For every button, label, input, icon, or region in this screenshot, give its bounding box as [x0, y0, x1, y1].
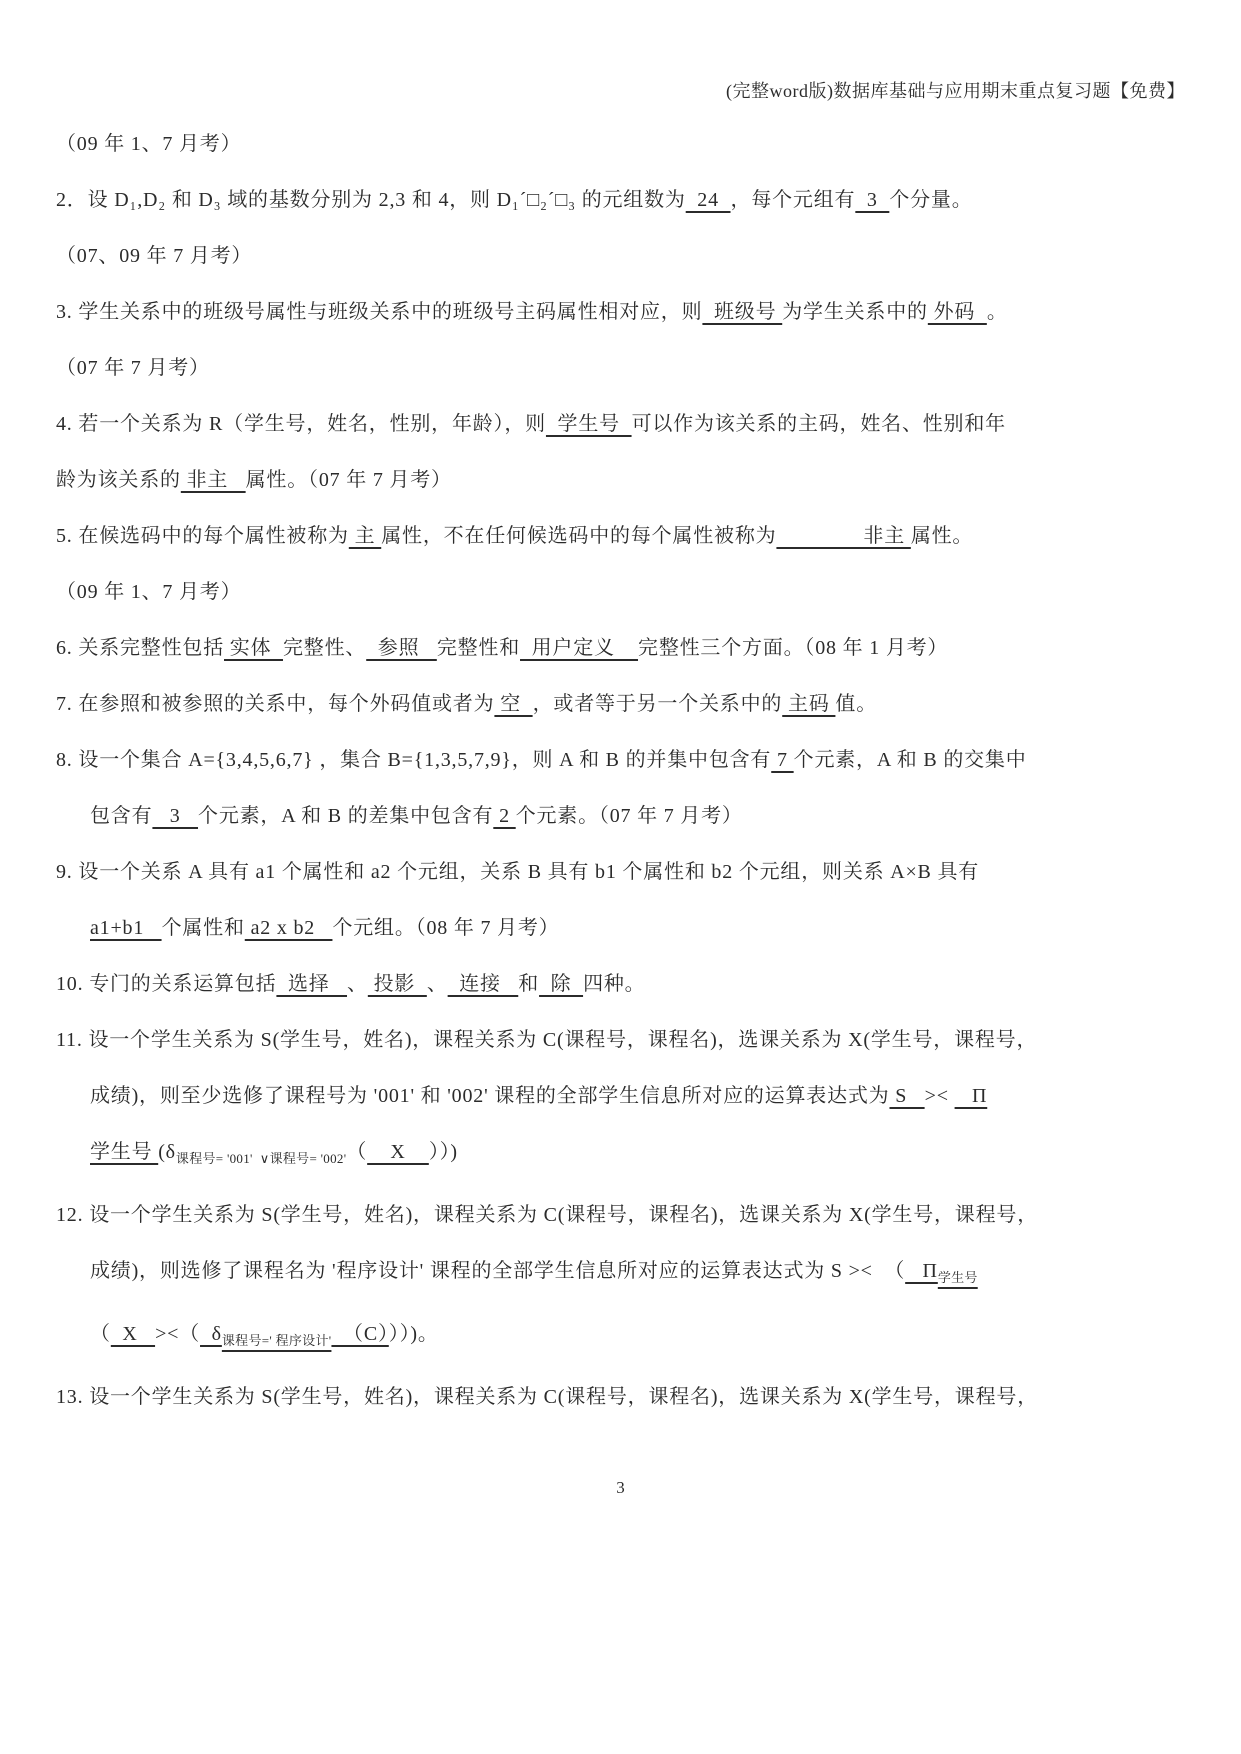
blank-answer: 空	[494, 693, 533, 715]
text-segment: ><	[924, 1085, 955, 1107]
blank-answer: 学生号	[90, 1141, 159, 1163]
text-segment: 6. 关系完整性包括	[56, 637, 224, 659]
text-segment: ，或者等于另一个关系中的	[532, 693, 783, 715]
blank-answer: 学生号	[937, 1270, 978, 1285]
text-segment: 个元素，A 和 B 的交集中	[793, 749, 1027, 771]
blank-answer: 除	[539, 973, 584, 995]
document-line	[56, 956, 1185, 1012]
blank-answer: 课程号=' 程序设计'	[221, 1333, 332, 1348]
blank-answer: 主	[348, 525, 382, 547]
text-segment: 个元组。（08 年 7 月考）	[332, 917, 560, 939]
text-segment: 包含有	[90, 805, 153, 827]
document-line	[56, 900, 1185, 956]
text-segment: 个元素，A 和 B 的差集中包含有	[198, 805, 494, 827]
text-segment: 12. 设一个学生关系为 S(学生号，姓名)，课程关系为 C(课程号，课程名)，选课关系为 X(学生号，课程号，	[56, 1204, 1039, 1226]
text-segment: 10. 专门的关系运算包括	[56, 973, 277, 995]
text-segment: 可以作为该关系的主码，姓名、性别和年	[631, 413, 1006, 435]
document-line	[56, 508, 1185, 564]
text-segment: 、	[426, 973, 448, 995]
text-segment: 完整性和	[436, 637, 521, 659]
document-line	[56, 844, 1185, 900]
text-segment: 四种。	[583, 973, 646, 995]
blank-answer: 非主	[180, 469, 246, 491]
text-segment: （09 年 1、7 月考）	[56, 133, 242, 155]
document-line	[56, 1068, 1185, 1124]
document-body	[56, 116, 1185, 1425]
text-segment: (δ	[158, 1141, 176, 1163]
text-segment: 属性。（07 年 7 月考）	[245, 469, 452, 491]
blank-answer: a1+b1	[90, 917, 162, 939]
blank-answer: 24	[685, 189, 731, 211]
text-segment: （	[346, 1141, 368, 1163]
document-line	[56, 116, 1185, 172]
text-segment: 11. 设一个学生关系为 S(学生号，姓名)，课程关系为 C(课程号，课程名)，选课关系为 X(学生号，课程号，	[56, 1029, 1038, 1051]
document-line	[56, 1124, 1185, 1187]
blank-answer: δ	[200, 1323, 222, 1345]
text-segment: 值。	[835, 693, 878, 715]
blank-answer: 3	[855, 189, 890, 211]
document-line	[56, 452, 1185, 508]
text-segment: 课程号= '001' ∨课程号= '002'	[175, 1151, 347, 1166]
text-segment: ））)	[428, 1141, 458, 1163]
text-segment: ><（	[155, 1323, 201, 1345]
text-segment: 9. 设一个关系 A 具有 a1 个属性和 a2 个元组，关系 B 具有 b1 个属性和 b2 个元组，则关系 A×B 具有	[56, 861, 980, 883]
document-line	[56, 284, 1185, 340]
text-segment: （09 年 1、7 月考）	[56, 581, 242, 603]
text-segment: 13. 设一个学生关系为 S(学生号，姓名)，课程关系为 C(课程号，课程名)，选课关系为 X(学生号，课程号，	[56, 1386, 1039, 1408]
document-line	[56, 1369, 1185, 1425]
blank-answer: 参照	[366, 637, 437, 659]
text-segment: 成绩)，则至少选修了课程号为 '001' 和 '002' 课程的全部学生信息所对应的运算表达式为	[90, 1085, 890, 1107]
document-line	[56, 228, 1185, 284]
text-segment: 属性。	[910, 525, 974, 547]
blank-answer: S	[889, 1085, 925, 1107]
text-segment: ））)。	[388, 1323, 439, 1345]
text-segment: （07、09 年 7 月考）	[56, 245, 253, 267]
blank-answer: Π	[954, 1085, 988, 1107]
document-line	[56, 788, 1185, 844]
text-segment: 和	[518, 973, 540, 995]
blank-answer: 外码	[927, 301, 987, 323]
blank-answer: 非主	[776, 525, 911, 547]
blank-answer: （C）	[331, 1323, 389, 1345]
text-segment: 3. 学生关系中的班级号属性与班级关系中的班级号主码属性相对应，则	[56, 301, 703, 323]
document-line	[56, 1306, 1185, 1369]
blank-answer: 学生号	[545, 413, 632, 435]
document-line	[56, 340, 1185, 396]
text-segment: 个分量。	[889, 189, 973, 211]
blank-answer: 连接	[447, 973, 519, 995]
text-segment: 个元素。（07 年 7 月考）	[515, 805, 743, 827]
blank-answer: a2 x b2	[244, 917, 333, 939]
document-line	[56, 1243, 1185, 1306]
text-segment: 个属性和	[161, 917, 245, 939]
blank-answer: 3	[152, 805, 199, 827]
text-segment: 。	[986, 301, 1008, 323]
blank-answer: 选择	[276, 973, 348, 995]
blank-answer: 主码	[782, 693, 836, 715]
blank-answer: 2	[493, 805, 516, 827]
blank-answer: 班级号	[702, 301, 783, 323]
document-line	[56, 396, 1185, 452]
text-segment: ，每个元组有	[730, 189, 856, 211]
text-segment: 7. 在参照和被参照的关系中，每个外码值或者为	[56, 693, 495, 715]
text-segment: （07 年 7 月考）	[56, 357, 210, 379]
blank-answer: 投影	[367, 973, 427, 995]
page-number: 3	[616, 1478, 625, 1497]
blank-answer: 实体	[224, 637, 283, 659]
document-line	[56, 1012, 1185, 1068]
text-segment: 完整性三个方面。（08 年 1 月考）	[638, 637, 949, 659]
blank-answer: 用户定义	[520, 637, 639, 659]
document-line	[56, 564, 1185, 620]
text-segment: 成绩)，则选修了课程名为 '程序设计' 课程的全部学生信息所对应的运算表达式为 S >< （	[90, 1260, 906, 1282]
document-line	[56, 620, 1185, 676]
blank-answer: Π	[905, 1260, 938, 1282]
blank-answer: X	[110, 1323, 156, 1345]
text-segment: 、	[347, 973, 368, 995]
text-segment: 5. 在候选码中的每个属性被称为	[56, 525, 349, 547]
blank-answer: X	[367, 1141, 429, 1163]
text-segment: 4. 若一个关系为 R（学生号，姓名，性别，年龄），则	[56, 413, 546, 435]
document-line	[56, 676, 1185, 732]
document-line	[56, 1187, 1185, 1243]
text-segment: （	[90, 1323, 111, 1345]
blank-answer: 7	[771, 749, 794, 771]
text-segment: 为学生关系中的	[782, 301, 928, 323]
text-segment: 属性，不在任何候选码中的每个属性被称为	[381, 525, 777, 547]
text-segment: 8. 设一个集合 A={3,4,5,6,7} ，集合 B={1,3,5,7,9}，则 A 和 B 的并集中包含有	[56, 749, 772, 771]
text-segment: 完整性、	[283, 637, 367, 659]
document-line	[56, 732, 1185, 788]
document-header-title: (完整word版)数据库基础与应用期末重点复习题【免费】	[726, 81, 1185, 101]
text-segment: 2．设 D₁,D₂ 和 D₃ 域的基数分别为 2,3 和 4，则 D₁´□₂´□₃ 的元组数为	[56, 189, 686, 211]
document-line	[56, 172, 1185, 228]
text-segment: 龄为该关系的	[56, 469, 181, 491]
